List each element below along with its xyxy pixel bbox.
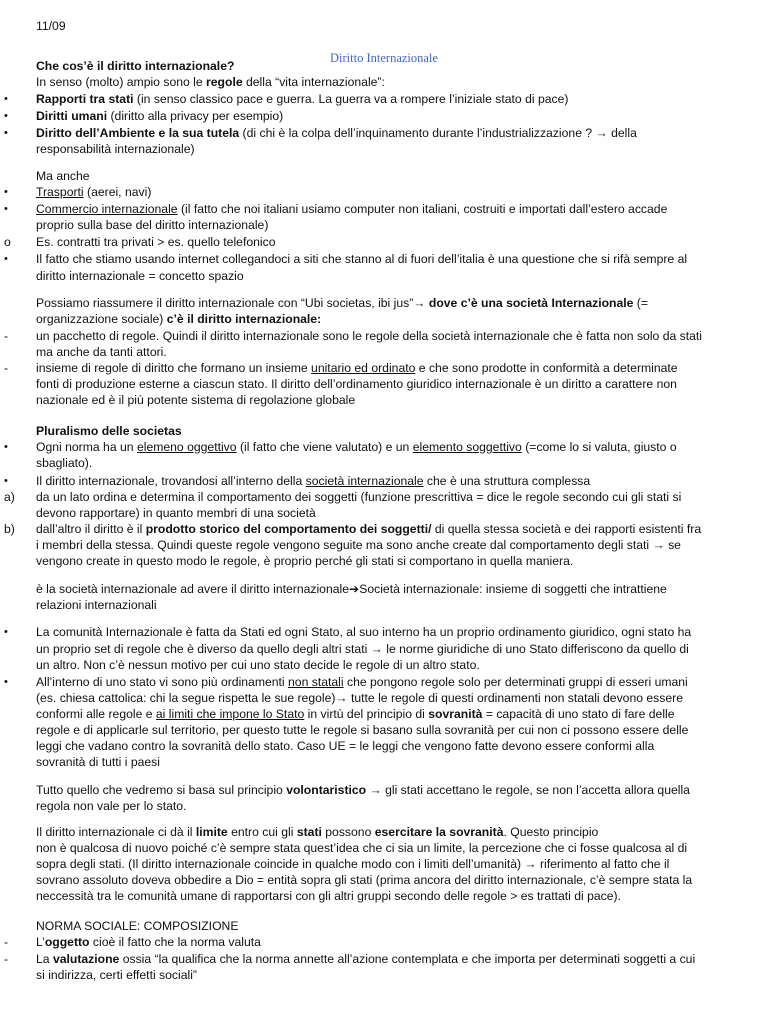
text-line — [36, 141, 195, 158]
text-line — [36, 91, 568, 108]
text-line — [36, 201, 667, 218]
text-run: in virtù del principio di — [304, 707, 429, 721]
underlined-text: ai limiti che impone lo Stato — [155, 707, 305, 721]
text-line — [36, 840, 687, 857]
text-run: (diritto alla privacy per esempio) — [107, 109, 284, 123]
list-marker: • — [4, 93, 8, 105]
bold-text: → dove c’è una società Internazionale — [413, 296, 634, 310]
list-marker: - — [4, 329, 9, 343]
text-run: è la società internazionale ad avere il diritto internazionale➔Società internazionale: insieme di soggetti che intrattiene — [36, 582, 667, 596]
text-run: un altro. Non c’è nessun motivo per cui uno stato decide le regole di un altro stato. — [36, 658, 480, 672]
bold-text: Diritti umani — [36, 109, 108, 123]
text-line — [36, 624, 691, 641]
text-run: e che sono prodotte in conformità a determinate — [415, 361, 678, 375]
text-line — [36, 641, 689, 658]
text-run: diritto internazionale = concetto spazio — [36, 269, 244, 283]
bold-text: limite — [195, 825, 228, 839]
text-line — [36, 439, 677, 456]
text-run: cioè il fatto che la norma valuta — [89, 935, 261, 949]
document-title: Diritto Internazionale — [330, 51, 438, 65]
text-line — [36, 706, 675, 723]
text-run: . Questo principio — [503, 825, 599, 839]
text-run: (di chi è la colpa dell’inquinamento durante l’industrializzazione ? → della — [239, 126, 637, 140]
text-run: di quella stessa società e dei rapporti esistenti fra — [431, 522, 702, 536]
bold-text: volontaristico — [286, 783, 367, 797]
text-line — [36, 217, 268, 234]
bold-text: c’è il diritto internazionale: — [166, 312, 322, 326]
text-run: sopra degli stati. (Il diritto internazionale coincide in qualche modo con i limiti dell’umanità) → riferimento al fatto che il — [36, 857, 670, 871]
text-run: (il fatto che viene valutato) e un — [236, 440, 413, 454]
text-run: Possiamo riassumere il diritto internazionale con “Ubi societas, ibi jus” — [36, 296, 414, 310]
text-run: ma anche da tanti attori. — [36, 345, 167, 359]
text-run: Es. contratti tra privati > es. quello telefonico — [36, 235, 276, 249]
text-run: che è una struttura complessa — [423, 474, 591, 488]
bold-text: Pluralismo delle societas — [36, 424, 182, 438]
text-line — [36, 674, 688, 691]
text-line — [36, 423, 182, 440]
text-run: fonti di produzione esterne a ciascun stato. Il diritto dell’ordinamento giuridico internazionale è un diritto a carattere non — [36, 377, 677, 391]
list-marker: • — [4, 127, 8, 139]
text-run: leggi che vadano contro la sovranità dello stato. Caso UE = le leggi che vengono fatte devono essere conformi alla — [36, 739, 655, 753]
list-marker: b) — [4, 522, 15, 536]
text-run: Ma anche — [36, 169, 90, 183]
text-run: entro cui gli — [227, 825, 297, 839]
text-run: ossia “la qualifica che la norma annette all’azione contemplata e che importa per determinati soggetti a cui — [119, 952, 696, 966]
text-run: (il fatto che noi italiani usiamo computer non italiani, costruiti e importati dall’estero accade — [177, 202, 668, 216]
text-line — [36, 251, 687, 268]
text-run: devono rapportare) in quanto membri di una società — [36, 506, 316, 520]
text-run: un proprio set di regole che è diverso da quello degli altri stati → le norme giuridiche di uno Stato differiscono da quello di — [36, 642, 689, 656]
text-line — [36, 489, 681, 506]
text-line — [36, 376, 677, 393]
text-run: sovrano assoluto doveva obbedire a Dio = entità sopra gli stati (prima ancora del diritto internazionale, c’è sempre stata la — [36, 873, 693, 887]
list-marker: • — [4, 475, 8, 487]
text-line — [36, 74, 385, 91]
text-run: (=come lo si valuta, giusto o — [521, 440, 677, 454]
text-run: In senso (molto) ampio sono le — [36, 75, 207, 89]
underlined-text: elemeno oggettivo — [136, 440, 237, 454]
list-marker: • — [4, 441, 8, 453]
text-line — [36, 738, 654, 755]
list-marker: a) — [4, 490, 15, 504]
text-line — [36, 360, 678, 377]
list-marker: • — [4, 203, 8, 215]
text-line — [36, 521, 701, 538]
bold-text: Rapporti tra stati — [36, 92, 134, 106]
text-run: da un lato ordina e determina il comportamento dei soggetti (funzione prescrittiva = dice le regole secondo cui gli stati si — [36, 490, 682, 504]
text-line — [36, 967, 197, 984]
list-marker: - — [4, 935, 9, 949]
bold-text: valutazione — [52, 952, 120, 966]
text-run: vengono create in questo modo le regole, è proprio perché gli stati si comportano in quella maniera. — [36, 554, 574, 568]
list-marker: • — [4, 676, 8, 688]
text-run: → gli stati accettano le regole, se non l’accetta allora quella — [366, 783, 690, 797]
bold-text: regole — [206, 75, 243, 89]
text-run: = capacità di uno stato di fare delle — [482, 707, 675, 721]
text-line — [36, 722, 688, 739]
list-marker: o — [4, 235, 11, 249]
text-line — [36, 782, 690, 799]
text-line — [36, 934, 261, 951]
text-line — [36, 537, 681, 554]
underlined-text: Trasporti — [36, 185, 84, 199]
text-run: All’interno di uno stato vi sono più ordinamenti — [36, 675, 289, 689]
text-line — [36, 392, 355, 409]
text-line — [36, 184, 151, 201]
text-line — [36, 856, 669, 873]
text-run: non è qualcosa di nuovo poiché c’è sempre stata quest’idea che ci sia un limite, la percezione che ci fosse qualcosa al di — [36, 841, 688, 855]
underlined-text: unitario ed ordinato — [311, 361, 416, 375]
text-run: La comunità Internazionale è fatta da Stati ed ogni Stato, al suo interno ha un proprio ordinamento giuridico, ogni stato ha — [36, 625, 692, 639]
text-run: organizzazione sociale) — [36, 312, 167, 326]
text-line — [36, 597, 157, 614]
list-marker: - — [4, 952, 9, 966]
text-run: insieme di regole di diritto che formano un insieme — [36, 361, 312, 375]
underlined-text: Commercio internazionale — [36, 202, 178, 216]
text-run: regole e di applicarle sul territorio, per questo tutte le regole si basano sulla sovranità per cui non ci possono essere delle — [36, 723, 689, 737]
list-marker: • — [4, 253, 8, 265]
text-run: (es. chiesa cattolica: chi la segue rispetta le sue regole)→ tutte le regole di questi ordinamenti non statali devono essere — [36, 691, 683, 705]
text-run: relazioni internazionali — [36, 598, 157, 612]
text-line — [36, 505, 316, 522]
text-run: sbagliato). — [36, 456, 93, 470]
text-line — [36, 657, 480, 674]
text-run: regola non vale per lo stato. — [36, 799, 187, 813]
text-line — [36, 58, 234, 75]
text-line — [36, 125, 637, 142]
text-run: Il diritto internazionale ci dà il — [36, 825, 196, 839]
text-run: proprio sulla base del diritto internazionale) — [36, 218, 269, 232]
underlined-text: elemento soggettivo — [412, 440, 522, 454]
text-line — [36, 311, 321, 328]
text-run: (= — [633, 296, 648, 310]
bold-text: stati — [296, 825, 322, 839]
text-line — [36, 455, 92, 472]
text-run: (aerei, navi) — [83, 185, 152, 199]
text-run: dall’altro il diritto è il — [36, 522, 146, 536]
text-line — [36, 268, 244, 285]
text-run: Il diritto internazionale, trovandosi all’interno della — [36, 474, 306, 488]
text-run: conformi alle regole e — [36, 707, 156, 721]
bold-text: oggetto — [44, 935, 90, 949]
text-run: NORMA SOCIALE: COMPOSIZIONE — [36, 919, 239, 933]
text-line — [36, 918, 238, 935]
text-run: responsabilità internazionale) — [36, 142, 195, 156]
text-run: Ogni norma ha un — [36, 440, 137, 454]
text-run: un pacchetto di regole. Quindi il diritto internazionale sono le regole della società internazionale che è fatta non solo da stati — [36, 329, 702, 343]
text-run: possono — [321, 825, 375, 839]
text-run: neccessità tra le comunità umane di rapportarsi con gli altri gruppi secondo delle regole > es trattati di pace). — [36, 889, 621, 903]
text-line — [36, 295, 648, 312]
text-run: della “vita internazionale”: — [242, 75, 385, 89]
bold-text: prodotto storico del comportamento dei soggetti/ — [145, 522, 432, 536]
text-line — [36, 168, 90, 185]
bold-text: sovranità — [428, 707, 483, 721]
text-line — [36, 344, 167, 361]
bold-text: Che cos’è il diritto internazionale? — [36, 59, 235, 73]
text-line — [36, 951, 695, 968]
text-run: Tutto quello che vedremo si basa sul principio — [36, 783, 287, 797]
text-line — [36, 754, 160, 771]
list-marker: • — [4, 626, 8, 638]
text-line — [36, 824, 598, 841]
bold-text: esercitare la sovranità — [374, 825, 504, 839]
text-line — [36, 872, 692, 889]
text-run: sovranità di tutti i paesi — [36, 755, 160, 769]
underlined-text: non statali — [288, 675, 344, 689]
text-line — [36, 108, 283, 125]
text-line — [36, 473, 590, 490]
text-run: i membri della stessa. Quindi queste regole vengono seguite ma sono anche create dal comportamento degli stati → se — [36, 538, 681, 552]
text-line — [36, 888, 621, 905]
text-run: nazionale ed è il più potente sistema di regolazione globale — [36, 393, 356, 407]
text-line — [36, 581, 667, 598]
list-marker: - — [4, 361, 9, 375]
text-run: Il fatto che stiamo usando internet collegandoci a siti che stanno al di fuori dell’italia è una questione che si rifà sempre al — [36, 252, 688, 266]
bold-text: Diritto dell’Ambiente e la sua tutela — [36, 126, 240, 140]
text-line — [36, 328, 702, 345]
text-run: La — [36, 952, 53, 966]
text-line — [36, 553, 573, 570]
text-run: L’ — [36, 935, 45, 949]
list-marker: • — [4, 186, 8, 198]
underlined-text: società internazionale — [305, 474, 424, 488]
list-marker: • — [4, 110, 8, 122]
text-run: si indirizza, certi effetti sociali” — [36, 968, 197, 982]
date-label: 11/09 — [36, 19, 66, 33]
text-run: che pongono regole solo per determinati gruppi di esseri umani — [343, 675, 688, 689]
text-line — [36, 798, 186, 815]
text-line — [36, 690, 683, 707]
text-line — [36, 234, 275, 251]
text-run: (in senso classico pace e guerra. La guerra va a rompere l’iniziale stato di pace) — [133, 92, 569, 106]
